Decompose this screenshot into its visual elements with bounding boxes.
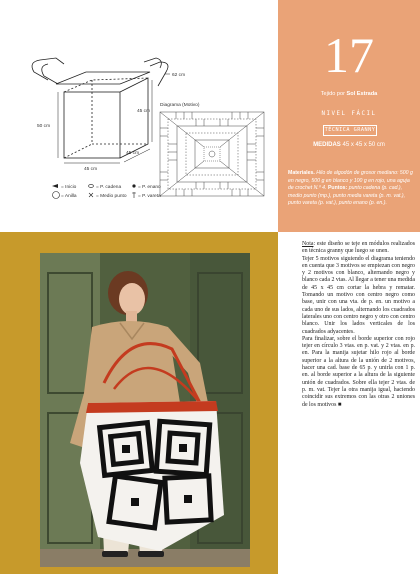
measures-value: 45 x 45 x 50 cm — [342, 142, 385, 148]
points-text: punto cadena (p. cad.), medio punto (mp.), punto media vareta (p. m. vat.), punto vareta (p. vat.), punto enano (p. en.). — [288, 185, 406, 207]
materials-block — [288, 170, 414, 208]
granny-chart — [160, 112, 264, 196]
designer-prefix: Tejido por — [320, 91, 345, 97]
note-label: Nota — [302, 241, 314, 247]
measures — [278, 142, 420, 148]
legend — [52, 184, 161, 199]
difficulty-level: NIVEL FÁCIL — [321, 111, 377, 117]
dim-depth: 45 cm — [126, 151, 140, 156]
anilla-icon — [53, 192, 60, 199]
bag-diagram-svg — [0, 0, 278, 232]
diagram-title: Diagrama (Motivo) — [160, 103, 200, 108]
legend-cadena: = P. cadena — [96, 185, 122, 190]
photo-illustration — [40, 253, 250, 567]
legend-anilla: = Anilla — [61, 194, 77, 199]
pattern-number: 17 — [324, 27, 374, 83]
enano-icon — [132, 184, 135, 187]
dim-side: 45 cm — [137, 109, 151, 114]
measures-label: MEDIDAS — [313, 142, 341, 148]
cadena-icon — [89, 185, 94, 188]
pattern-info-panel — [278, 0, 420, 232]
instruction-paragraph: Tejer 5 motivos siguiendo el diagrama teniendo en cuenta que 3 motivos se empiezan con negro y 2 motivos con blanco, alternando negro y blanco cada 2 vtas. Al llegar a tener una medida de 45 x 45 cm cortar la hebra y rematar. Tomando un motivo con centro negro como base, unir con una vta. de p. en. un motivo a cada uno de sus lados, alternando los cuadrados laterales uno con centro negro y otro con centro blanco. Unir los lados verticales de los cuadrados adyacentes. — [302, 255, 415, 335]
legend-vareta: = P. vareta — [138, 194, 161, 199]
dim-height: 50 cm — [37, 124, 51, 129]
legend-enano: = P. enano — [138, 185, 161, 190]
materials-label: Materiales. — [288, 170, 315, 176]
legend-inicio: = Inicio — [61, 185, 77, 190]
designer-credit — [278, 91, 420, 97]
model-photo — [40, 253, 250, 567]
technique-badge: TÉCNICA GRANNY — [323, 125, 377, 136]
dim-handle: 62 cm — [172, 73, 186, 78]
dim-width: 45 cm — [84, 167, 98, 172]
points-label: Puntos: — [327, 185, 348, 192]
designer-name: Sol Estrada — [346, 91, 378, 97]
instructions-column — [302, 241, 415, 409]
diagram-panel — [0, 0, 278, 232]
legend-medio-punto: = Medio punto — [96, 194, 127, 199]
inicio-icon — [52, 184, 58, 188]
left-handle — [32, 58, 64, 80]
note-intro-text: : este diseño se teje en módulos realizados en técnica granny que luego se unen. — [302, 241, 415, 255]
note-intro — [302, 241, 415, 256]
medio-punto-icon — [89, 193, 93, 197]
materials-text: Hilo de algodón de grosor mediano: 500 g en negro, 500 g en blanco y 100 g en rojo, una aguja de crochet N.º 4. — [288, 170, 413, 192]
vareta-icon — [132, 192, 136, 198]
instruction-paragraph: Para finalizar, sobre el borde superior con rojo tejer en círculo 3 vtas. en p. vat. y 2 vtas. en p. en. Para la manija sujetar hilo rojo al borde superior a la altura de la unión de 2 motivos, hacer una cad. base de 65 p. y unirla con 1 p. en. al borde superior a la altura de la siguiente unión de cuadrados. Sobre ella tejer 2 vtas. de p. m. vat. Tejer la otra manija igual, haciendo coincidir sus extremos con las otras 2 uniones de los motivos ■ — [302, 335, 415, 408]
